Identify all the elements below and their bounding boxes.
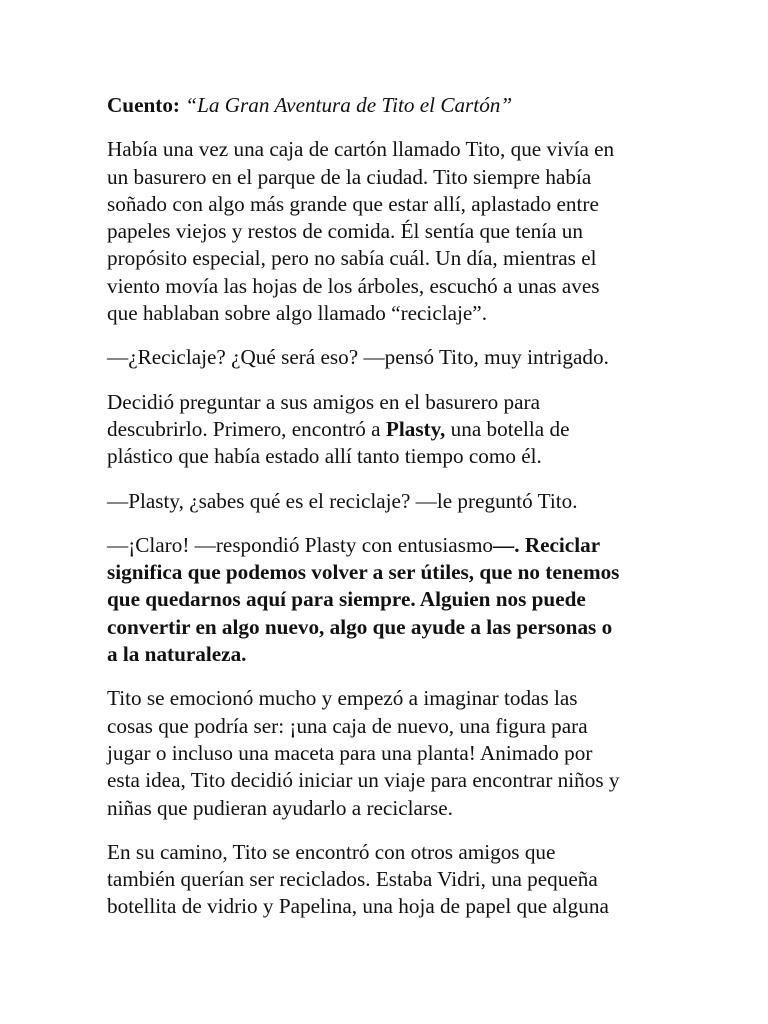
story-title-line	[107, 92, 667, 119]
document-page	[107, 92, 667, 938]
paragraph-line: Decidió preguntar a sus amigos en el basurero para	[107, 389, 541, 414]
text-run: —¡Claro! —respondió Plasty con entusiasmo	[107, 532, 494, 557]
paragraph-line: Había una vez una caja de cartón llamado Tito, que vivía en	[107, 137, 615, 162]
paragraph-line	[107, 416, 667, 443]
paragraph-dialogue-1: —¿Reciclaje? ¿Qué será eso? —pensó Tito, muy intrigado.	[107, 345, 609, 370]
paragraph-line: plástico que había estado allí tanto tiempo como él.	[107, 444, 542, 469]
title-label: Cuento:	[107, 93, 180, 117]
story-title: “La Gran Aventura de Tito el Cartón”	[185, 93, 513, 117]
paragraph-line: jugar o incluso una maceta para una planta! Animado por	[107, 740, 593, 765]
paragraph-intro	[107, 136, 667, 327]
paragraph-line: que hablaban sobre algo llamado “reciclaje”.	[107, 301, 488, 326]
paragraph-tito-excited	[107, 685, 667, 821]
paragraph-line-bold: a la naturaleza.	[107, 642, 247, 667]
paragraph-line: soñado con algo más grande que estar allí, aplastado entre	[107, 191, 599, 216]
bold-run: —. Reciclar	[493, 532, 601, 557]
paragraph-line: también querían ser reciclados. Estaba Vidri, una pequeña	[107, 867, 598, 892]
paragraph-line: botellita de vidrio y Papelina, una hoja de papel que alguna	[107, 894, 609, 919]
paragraph-line: esta idea, Tito decidió iniciar un viaje para encontrar niños y	[107, 768, 620, 793]
paragraph-line: cosas que podría ser: ¡una caja de nuevo, una figura para	[107, 713, 588, 738]
paragraph-line-bold: convertir en algo nuevo, algo que ayude a las personas o	[107, 614, 613, 639]
paragraph-line-bold: que quedarnos aquí para siempre. Alguien nos puede	[107, 587, 586, 612]
paragraph-dialogue-2: —Plasty, ¿sabes qué es el reciclaje? —le preguntó Tito.	[107, 488, 578, 513]
paragraph-line: viento movía las hojas de los árboles, escuchó a unas aves	[107, 273, 600, 298]
plasty-name: Plasty,	[385, 416, 446, 441]
paragraph-line: propósito especial, pero no sabía cuál. Un día, mientras el	[107, 246, 597, 271]
paragraph-dialogue-3	[107, 532, 667, 668]
paragraph-line: un basurero en el parque de la ciudad. Tito siempre había	[107, 164, 592, 189]
paragraph-line-bold: significa que podemos volver a ser útiles, que no tenemos	[107, 560, 620, 585]
paragraph-line: papeles viejos y restos de comida. Él sentía que tenía un	[107, 219, 583, 244]
paragraph-journey	[107, 839, 667, 921]
paragraph-line: En su camino, Tito se encontró con otros amigos que	[107, 839, 556, 864]
paragraph-line: Tito se emocionó mucho y empezó a imaginar todas las	[107, 686, 578, 711]
paragraph-line: niñas que pudieran ayudarlo a reciclarse.	[107, 795, 453, 820]
paragraph-line	[107, 532, 667, 559]
text-run: descubrirlo. Primero, encontró a	[107, 416, 386, 441]
text-run: una botella de	[445, 416, 570, 441]
paragraph-plasty-intro	[107, 389, 667, 471]
